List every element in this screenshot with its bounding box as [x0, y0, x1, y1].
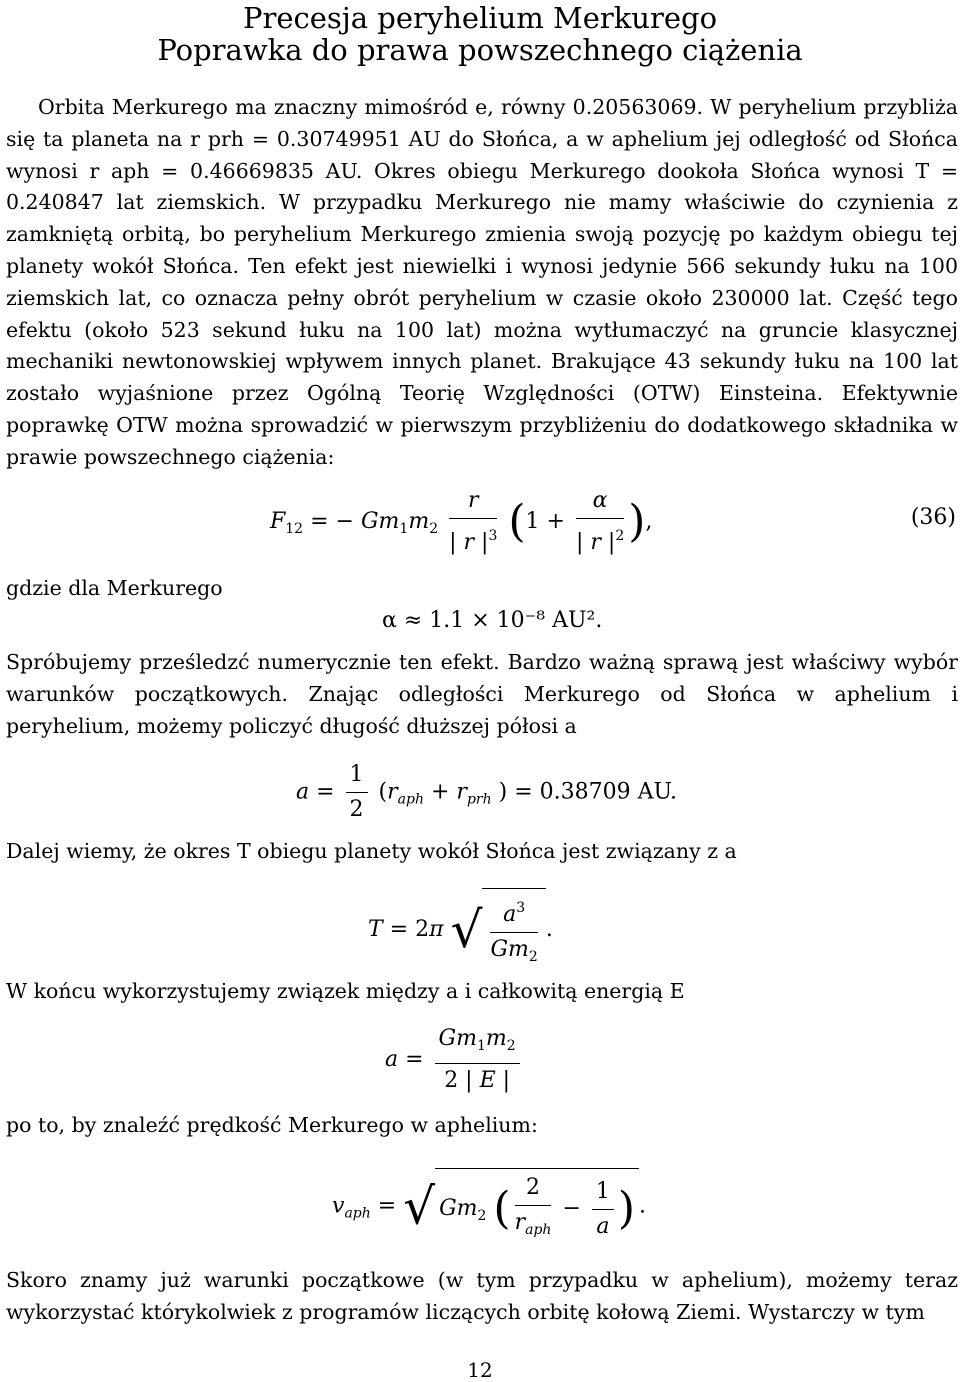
semi-major-axis-result: = 0.38709 AU. — [514, 779, 677, 805]
page-subtitle: Poprawka do prawa powszechnego ciążenia — [157, 33, 803, 67]
period-equation: T = 2π √ $\frac{a^3}{Gm_2}$ . — [368, 888, 553, 972]
equation-number: (36) — [910, 505, 956, 530]
initial-conditions-paragraph: Spróbujemy prześledzć numerycznie ten efekt. Bardzo ważną sprawą jest właściwy wybór warunków początkowych. Znając odległości Merkurego od Słońca w aphelium i peryhelium, możemy policzyć długość dłuższej półosi a — [6, 650, 958, 738]
where-mercury-text: gdzie dla Merkurego — [6, 576, 223, 600]
page-title: Precesja peryhelium Merkurego — [242, 1, 718, 35]
page-number: 12 — [467, 1358, 493, 1382]
velocity-equation: $v_{aph}$ = √ $Gm_2$ ( $\frac{2}{r_{aph}}$ − $\frac{1}{a}$ ) . — [332, 1168, 646, 1245]
semi-major-axis-equation: a = $\frac{1}{2}$ ($r_{aph} + r_{prh}$ ) = 0.38709 AU. — [296, 762, 677, 822]
intro-paragraph: Orbita Merkurego ma znaczny mimośród e, równy 0.20563069. W peryhelium przybliża się ta planeta na r prh = 0.30749951 AU do Słońca, a w aphelium jej odległość od Słońca wynosi r aph = 0.46669835 AU. Okres obiegu Merkurego dookoła Słońca wynosi T = 0.240847 lat ziemskich. W przypadku Merkurego nie mamy właściwie do czynienia z zamkniętą orbitą, bo peryhelium Merkurego zmienia swoją pozycję po każdym obiegu tej planety wokół Słońca. Ten efekt jest niewielki i wynosi jedynie 566 sekundy łuku na 100 ziemskich lat, co oznacza pełny obrót peryhelium w czasie około 230000 lat. Część tego efektu (około 523 sekund łuku na 100 lat) można wytłumaczyć na gruncie klasycznej mechaniki newtonowskiej wpływem innych planet. Brakujące 43 sekundy łuku na 100 lat zostało wyjaśnione przez Ogólną Teorię Względności (OTW) Einsteina. Efektywnie poprawkę OTW można sprowadzić w pierwszym przybliżeniu do dodatkowego składnika w prawie powszechnego ciążenia: — [6, 95, 958, 469]
alpha-equation: α ≈ 1.1 × 10⁻⁸ AU². — [382, 608, 603, 633]
equation-36: $F_{12}$ = − $Gm_1m_2$ $\frac{r}{| r |^3}$ (1 + $\frac{\alpha}{| r |^2}$ ), — [270, 488, 653, 555]
velocity-text: po to, by znaleźć prędkość Merkurego w aphelium: — [6, 1113, 538, 1137]
period-text: Dalej wiemy, że okres T obiegu planety wokół Słońca jest związany z a — [6, 839, 737, 863]
conclusion-paragraph: Skoro znamy już warunki początkowe (w tym przypadku w aphelium), możemy teraz wykorzystać którykolwiek z programów liczących orbitę kołową Ziemi. Wystarczy w tym — [6, 1268, 958, 1324]
energy-text: W końcu wykorzystujemy związek między a i całkowitą energią E — [6, 979, 685, 1003]
energy-equation: a = $\frac{Gm_1m_2}{2 | E |}$ — [385, 1024, 524, 1096]
